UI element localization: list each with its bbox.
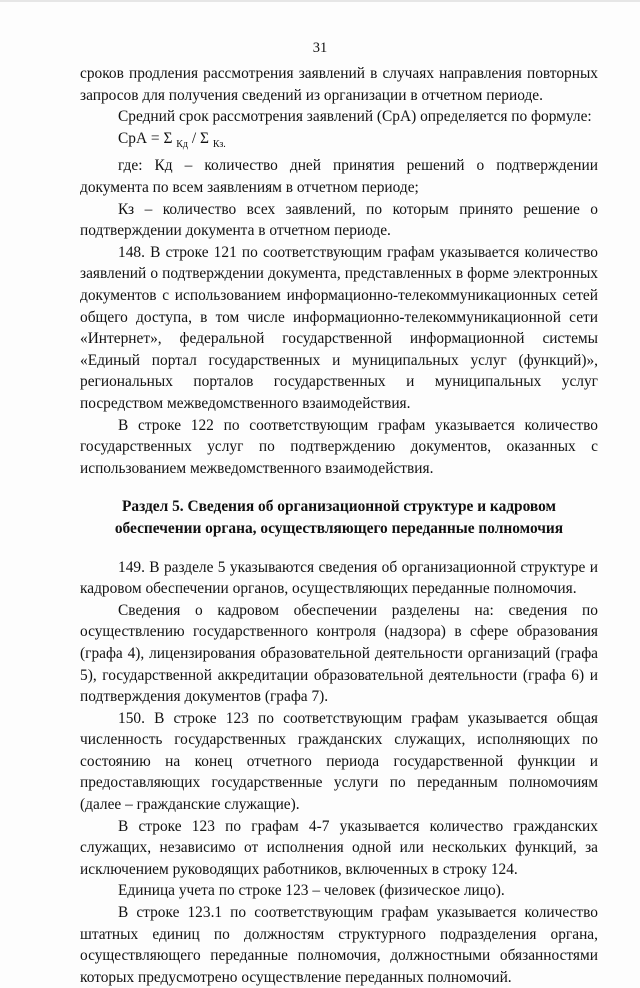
paragraph: сроков продления рассмотрения заявлений в случаях направления повторных запросов для получения сведений из организации в отчетном периоде. [80,65,598,104]
formula-sub-kz: Кз. [212,138,226,150]
paragraph: где: Кд – количество дней принятия решений о подтверждении документа по всем заявлениям в отчетном периоде; [80,157,598,197]
paragraph: Сведения о кадровом обеспечении разделены на: сведения по осуществлению государственного контроля (надзора) в сфере образования (графа 4), лицензирования образовательной деятельности организаций (графа 5), государственной аккредитации образовательной деятельности (графа 6) и подтверждения документов (графа 7). [80,601,598,706]
paragraph: 150. В строке 123 по соответствующим графам указывается общая численность государственных гражданских служащих, исполняющих по состоянию на конец отчетного периода государственной функции и предоставляющих государственные услуги по переданным полномочиям (далее – гражданские служащие). [80,709,598,814]
paragraph: 149. В разделе 5 указываются сведения об организационной структуре и кадровом обеспечении органов, осуществляющих переданные полномочия. [80,558,598,598]
paragraph: В строке 122 по соответствующим графам указывается количество государственных услуг по подтверждению документов, оказанных с использованием межведомственного взаимодействия. [80,416,598,477]
paragraph: В строке 123 по графам 4-7 указывается количество гражданских служащих, независимо от исполнения одной или нескольких функций, за исключением руководящих работников, включенных в строку 124. [80,817,598,878]
paragraph: В строке 123.1 по соответствующим графам указывается количество штатных единиц по должностям структурного подразделения органа, осуществляющего переданные полномочия, должностными обязанностями которых предусмотрено осуществление переданных полномочий. [80,904,598,986]
paragraph: 148. В строке 121 по соответствующим графам указывается количество заявлений о подтверждении документа, представленных в форме электронных документов с использованием информационно-телекоммуникационных сетей общего доступа, в том числе информационно-телекоммуникационной сети «Интернет», федеральной государственной информационной системы «Единый портал государственных и муниципальных услуг (функций)», региональных порталов государственных и муниципальных услуг посредством межведомственного взаимодействия. [80,243,598,412]
page-number: 31 [312,40,328,56]
document-body [80,63,598,988]
scan-edge [0,0,640,2]
paragraph: Единица учета по строке 123 – человек (физическое лицо). [118,882,505,900]
formula-lhs: СрА = Σ [118,129,177,147]
formula-mid: / Σ [188,129,213,147]
paragraph: Кз – количество всех заявлений, по которым принято решение о подтверждении документа в отчетном периоде. [80,200,598,240]
formula-sub-kd: Кд [176,138,189,150]
section-heading: Раздел 5. Сведения об организационной структуре и кадровом обеспечении органа, осуществляющего переданные полномочия [114,498,564,537]
paragraph: Средний срок рассмотрения заявлений (СрА) определяется по формуле: [118,108,592,126]
formula [80,128,598,156]
